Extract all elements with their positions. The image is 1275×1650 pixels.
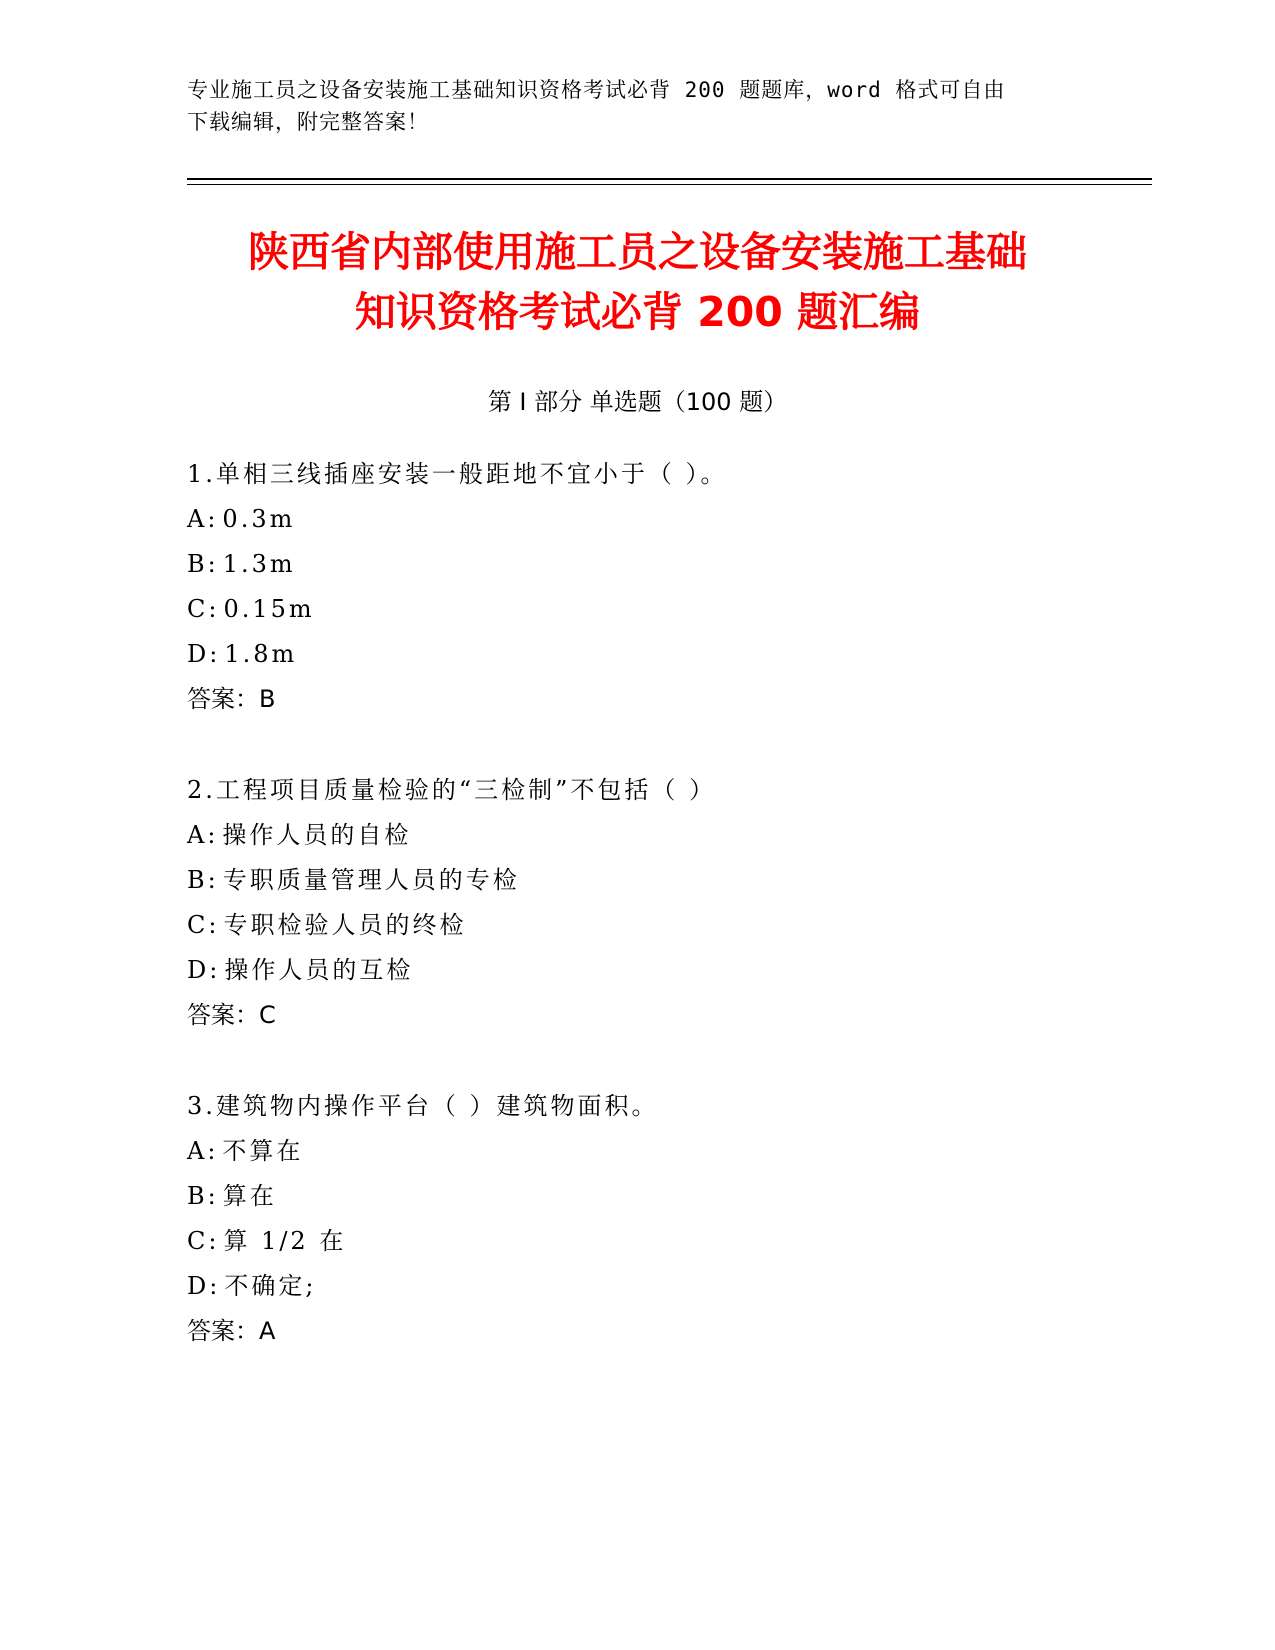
option-text: 不确定; <box>224 1272 317 1300</box>
option-letter: C: <box>187 1227 220 1255</box>
option-c <box>187 1219 1147 1264</box>
question-stem: 2.工程项目质量检验的“三检制”不包括（ ） <box>187 776 717 804</box>
answer-line: 答案：B <box>187 685 276 713</box>
question-stem: 1.单相三线插座安装一般距地不宜小于（ ）。 <box>187 460 728 488</box>
option-text: 1.8m <box>224 640 298 668</box>
option-text: 算 1/2 在 <box>223 1227 347 1255</box>
question-block <box>187 768 1147 1038</box>
option-letter: D: <box>187 956 221 984</box>
option-letter: C: <box>187 595 220 623</box>
option-d <box>187 948 1147 993</box>
option-text: 操作人员的互检 <box>224 956 414 984</box>
option-letter: A: <box>187 505 219 533</box>
option-letter: B: <box>187 1182 219 1210</box>
option-b <box>187 542 1147 587</box>
option-letter: A: <box>187 1137 219 1165</box>
option-a <box>187 497 1147 542</box>
option-text: 操作人员的自检 <box>222 821 412 849</box>
header-divider-thick <box>187 178 1152 180</box>
option-text: 0.15m <box>223 595 315 623</box>
option-letter: C: <box>187 911 220 939</box>
option-text: 算在 <box>222 1182 277 1210</box>
option-letter: A: <box>187 821 219 849</box>
option-letter: D: <box>187 1272 221 1300</box>
option-d <box>187 632 1147 677</box>
option-text: 1.3m <box>222 550 296 578</box>
header-note-line-2: 下载编辑，附完整答案！ <box>187 110 429 134</box>
question-stem: 3.建筑物内操作平台（ ）建筑物面积。 <box>187 1092 659 1120</box>
option-d <box>187 1264 1147 1309</box>
option-text: 专职质量管理人员的专检 <box>222 866 520 894</box>
header-divider-thin <box>187 184 1152 185</box>
document-title-line-2: 知识资格考试必背 200 题汇编 <box>354 288 921 336</box>
option-letter: D: <box>187 640 221 668</box>
option-b <box>187 1174 1147 1219</box>
document-title-line-1: 陕西省内部使用施工员之设备安装施工基础 <box>248 228 1027 276</box>
option-text: 专职检验人员的终检 <box>223 911 467 939</box>
option-c <box>187 587 1147 632</box>
option-letter: B: <box>187 550 219 578</box>
option-text: 不算在 <box>222 1137 304 1165</box>
answer-line: 答案：A <box>187 1317 276 1345</box>
section-heading: 第 I 部分 单选题（100 题） <box>487 388 788 416</box>
answer-line: 答案：C <box>187 1001 276 1029</box>
document-title <box>0 222 1275 342</box>
option-a <box>187 1129 1147 1174</box>
option-text: 0.3m <box>222 505 296 533</box>
header-note <box>187 74 1087 138</box>
option-letter: B: <box>187 866 219 894</box>
header-note-line-1: 专业施工员之设备安装施工基础知识资格考试必背 200 题题库，word 格式可自由 <box>187 78 1006 102</box>
option-a <box>187 813 1147 858</box>
question-block <box>187 1084 1147 1354</box>
option-c <box>187 903 1147 948</box>
question-block <box>187 452 1147 722</box>
option-b <box>187 858 1147 903</box>
